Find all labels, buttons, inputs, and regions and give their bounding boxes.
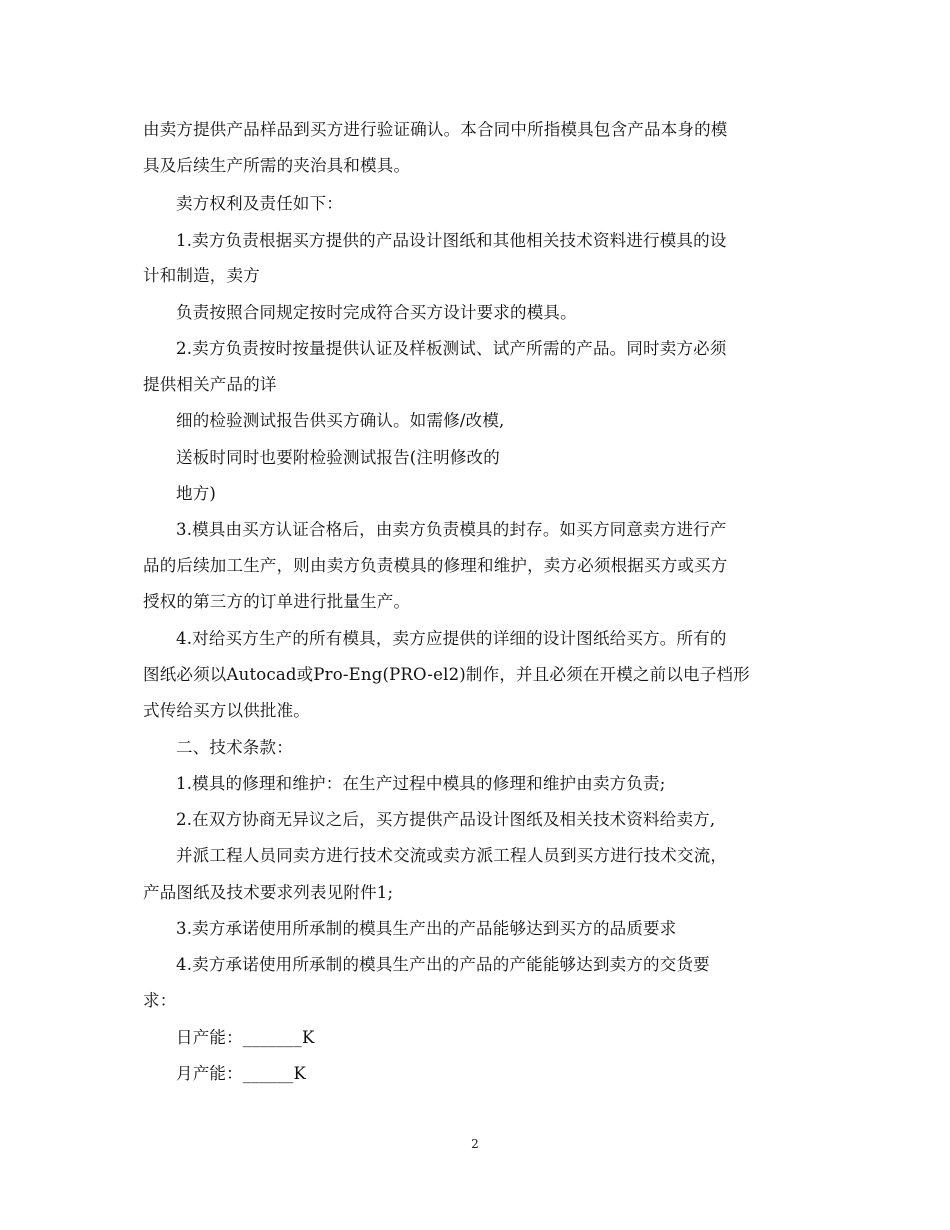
text-line: 地方): [176, 484, 217, 503]
text-line: 卖方权利及责任如下：: [176, 194, 343, 213]
section-heading: 二、技术条款：: [176, 738, 293, 757]
text-line: 图纸必须以Autocad或Pro-Eng(PRO-el2)制作，并且必须在开模之前以电子档形: [143, 665, 750, 684]
text-line: 细的检验测试报告供买方确认。如需修/改模,: [176, 411, 505, 430]
text-line: 4.对给买方生产的所有模具，卖方应提供的详细的设计图纸给买方。所有的: [176, 629, 727, 648]
text-line: 4.卖方承诺使用所承制的模具生产出的产品的产能能够达到卖方的交货要: [176, 955, 710, 974]
text-line: 3.卖方承诺使用所承制的模具生产出的产品能够达到买方的品质要求: [176, 919, 677, 938]
text-line: 具及后续生产所需的夹治具和模具。: [143, 156, 411, 175]
text-line: 计和制造，卖方: [143, 266, 260, 285]
text-line: 品的后续加工生产，则由卖方负责模具的修理和维护，卖方必须根据买方或买方: [143, 556, 728, 575]
text-line: 并派工程人员同卖方进行技术交流或卖方派工程人员到买方进行技术交流，: [176, 846, 728, 865]
text-line: 1.卖方负责根据买方提供的产品设计图纸和其他相关技术资料进行模具的设: [176, 231, 727, 250]
monthly-capacity-field: 月产能：______K: [176, 1064, 307, 1083]
text-line: 负责按照合同规定按时完成符合买方设计要求的模具。: [176, 303, 577, 322]
daily-capacity-field: 日产能：_______K: [176, 1028, 315, 1047]
text-line: 2.在双方协商无异议之后，买方提供产品设计图纸及相关技术资料给卖方,: [176, 810, 716, 829]
text-line: 求：: [143, 991, 177, 1010]
text-line: 产品图纸及技术要求列表见附件1;: [143, 883, 394, 902]
text-line: 由卖方提供产品样品到买方进行验证确认。本合同中所指模具包含产品本身的模: [143, 120, 728, 139]
text-line: 2.卖方负责按时按量提供认证及样板测试、试产所需的产品。同时卖方必须: [176, 339, 727, 358]
text-line: 1.模具的修理和维护：在生产过程中模具的修理和维护由卖方负责;: [176, 774, 666, 793]
text-line: 3.模具由买方认证合格后，由卖方负责模具的封存。如买方同意卖方进行产: [176, 520, 727, 539]
text-line: 授权的第三方的订单进行批量生产。: [143, 592, 411, 611]
page-number: 2: [471, 1137, 479, 1151]
text-line: 式传给买方以供批准。: [143, 701, 310, 720]
text-line: 送板时同时也要附检验测试报告(注明修改的: [176, 448, 500, 467]
text-line: 提供相关产品的详: [143, 375, 277, 394]
